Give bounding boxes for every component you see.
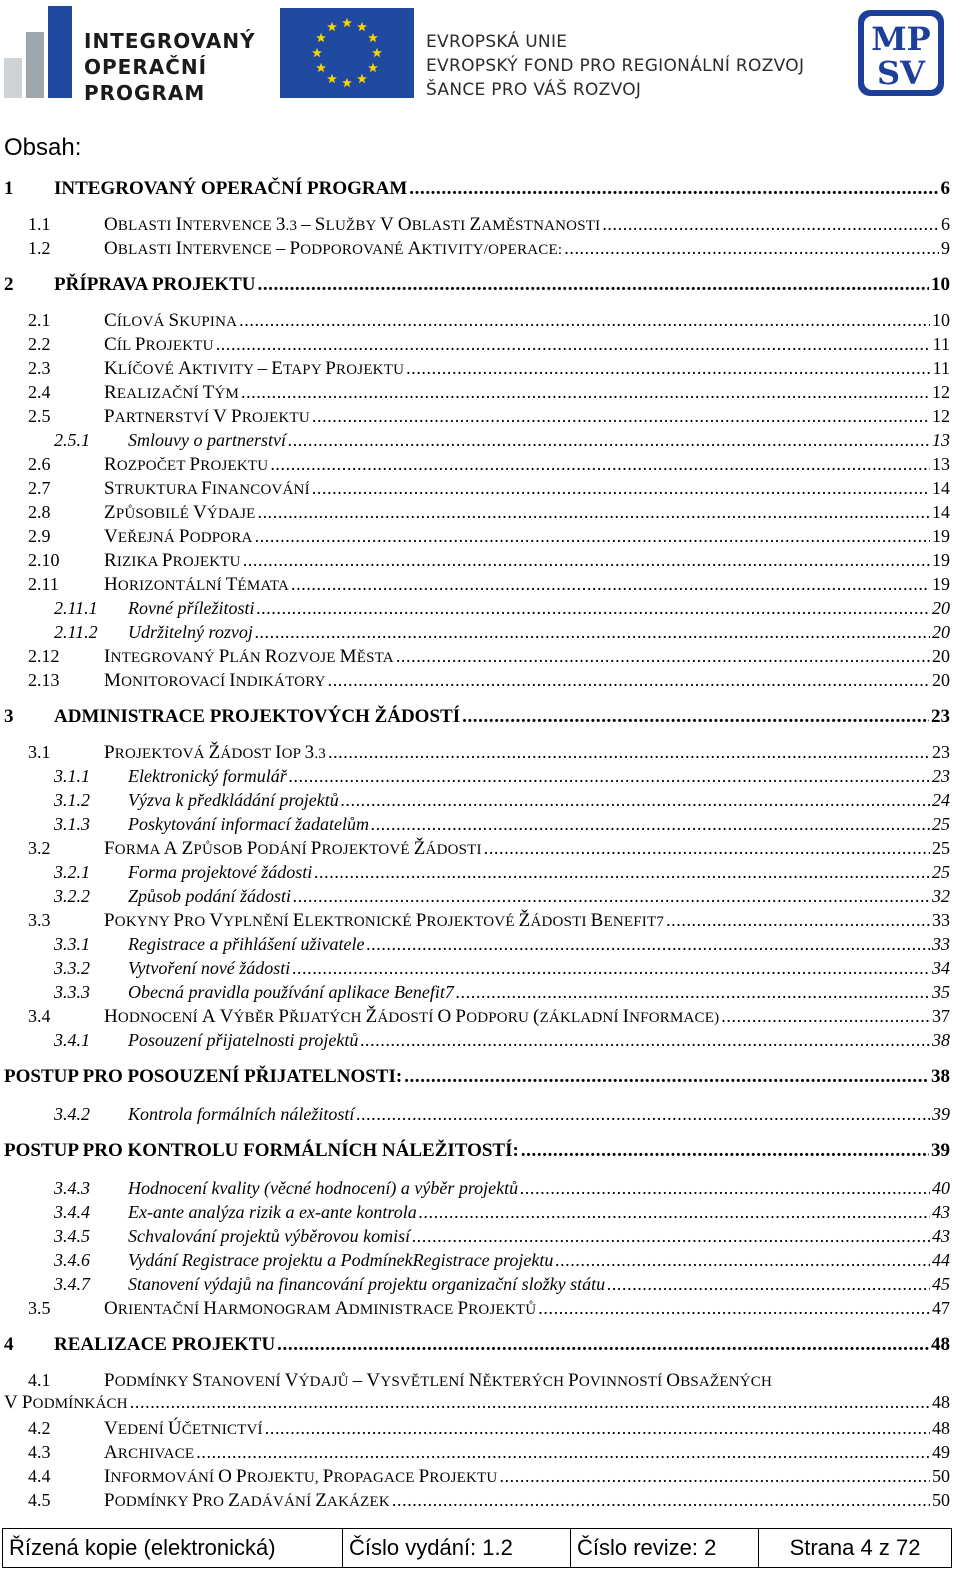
toc-leader-dots — [555, 1250, 930, 1271]
toc-entry-title: PODMÍNKY STANOVENÍ VÝDAJŮ – VYSVĚTLENÍ NĚKTERÝCH POVINNOSTÍ OBSAŽENÝCH — [104, 1370, 772, 1391]
toc-leader-dots — [257, 502, 930, 523]
toc-leader-dots — [392, 1490, 930, 1511]
toc-entry[interactable] — [28, 742, 950, 766]
toc-entry-title: INFORMOVÁNÍ O PROJEKTU, PROPAGACE PROJEKTU — [104, 1466, 498, 1487]
toc-entry-number: 2.11.1 — [54, 598, 98, 618]
toc-entry-page: 33 — [932, 910, 950, 930]
toc-entry-title: PROJEKTOVÁ ŽÁDOST IOP 3.3 — [104, 742, 326, 763]
toc-entry-page: 48 — [932, 1418, 950, 1438]
toc-leader-dots — [277, 1334, 929, 1356]
toc-entry-title: POSTUP PRO POSOUZENÍ PŘIJATELNOSTI: — [4, 1066, 403, 1087]
toc-entry-title: Vydání Registrace projektu a PodmínekRegistrace projektu — [128, 1250, 554, 1270]
toc-entry[interactable] — [28, 670, 950, 694]
toc-entry[interactable] — [28, 1466, 950, 1490]
toc-leader-dots — [255, 622, 930, 643]
toc-entry[interactable] — [54, 1202, 950, 1226]
toc-entry-title: POKYNY PRO VYPLNĚNÍ ELEKTRONICKÉ PROJEKTOVÉ ŽÁDOSTI BENEFIT7 — [104, 910, 665, 931]
toc-leader-dots — [312, 406, 930, 427]
toc-entry-number: 2.11 — [28, 574, 59, 594]
toc-entry-title: REALIZAČNÍ TÝM — [104, 382, 239, 403]
toc-entry-page: 14 — [932, 478, 950, 498]
toc-entry-title: VEDENÍ ÚČETNICTVÍ — [104, 1418, 263, 1439]
toc-entry-number: 2.10 — [28, 550, 60, 570]
toc-entry-page: 12 — [932, 382, 950, 402]
toc-entry-title: Forma projektové žádosti — [128, 862, 313, 882]
toc-leader-dots — [412, 1226, 930, 1247]
toc-entry-page: 25 — [932, 862, 950, 882]
toc-entry-title: Ex-ante analýza rizik a ex-ante kontrola — [128, 1202, 417, 1222]
toc-leader-dots — [499, 1466, 930, 1487]
toc-entry-number: 2.12 — [28, 646, 60, 666]
toc-leader-dots — [270, 454, 930, 475]
toc-entry-page: 49 — [932, 1442, 950, 1462]
toc-leader-dots — [484, 838, 930, 859]
toc-entry-page: 24 — [932, 790, 950, 810]
toc-entry-title: FORMA A ZPŮSOB PODÁNÍ PROJEKTOVÉ ŽÁDOSTI — [104, 838, 482, 859]
toc-entry-page: 14 — [932, 502, 950, 522]
toc-entry-title: OBLASTI INTERVENCE – PODPOROVANÉ AKTIVITY/OPERACE: — [104, 238, 563, 259]
toc-leader-dots — [312, 478, 930, 499]
toc-leader-dots — [666, 910, 930, 931]
footer-revision: Číslo revize: 2 — [571, 1529, 759, 1567]
toc-leader-dots — [243, 550, 930, 571]
toc-leader-dots — [256, 598, 930, 619]
toc-entry-page: 20 — [932, 622, 950, 642]
toc-entry-page: 50 — [932, 1490, 950, 1510]
toc-entry[interactable] — [54, 886, 950, 910]
toc-entry-number: 3.1.3 — [54, 814, 90, 834]
toc-entry-title: Obecná pravidla používání aplikace Benefit7 — [128, 982, 454, 1002]
toc-entry[interactable] — [54, 1274, 950, 1298]
toc-entry-page: 11 — [932, 334, 950, 354]
toc-entry[interactable] — [4, 1066, 950, 1090]
toc-entry-page: 47 — [932, 1298, 950, 1318]
toc-entry-title: Stanovení výdajů na financování projektu organizační složky státu — [128, 1274, 606, 1294]
toc-entry-title: OBLASTI INTERVENCE 3.3 – SLUŽBY V OBLASTI ZAMĚSTNANOSTI — [104, 214, 601, 235]
toc-entry-number: 4.3 — [28, 1442, 51, 1462]
toc-entry-page: 43 — [932, 1202, 950, 1222]
toc-entry-page: 20 — [932, 670, 950, 690]
toc-entry-title: ORIENTAČNÍ HARMONOGRAM ADMINISTRACE PROJEKTŮ — [104, 1298, 537, 1319]
toc-entry-page: 23 — [932, 766, 950, 786]
toc-entry-page: 35 — [932, 982, 950, 1002]
eu-line-2: EVROPSKÝ FOND PRO REGIONÁLNÍ ROZVOJ — [426, 56, 805, 76]
toc-entry-page: 37 — [932, 1006, 950, 1026]
toc-entry-title: Rovné příležitosti — [128, 598, 255, 618]
toc-leader-dots — [538, 1298, 930, 1319]
toc-entry-title: MONITOROVACÍ INDIKÁTORY — [104, 670, 326, 691]
eu-logo-text — [426, 30, 804, 102]
toc-entry-page: 43 — [932, 1226, 950, 1246]
page-header — [0, 0, 960, 110]
toc-leader-dots — [196, 1442, 930, 1463]
toc-entry-number: 1.1 — [28, 214, 51, 234]
toc-entry-number: 3.5 — [28, 1298, 51, 1318]
toc-entry-number: 3.4.5 — [54, 1226, 90, 1246]
toc-entry-title: STRUKTURA FINANCOVÁNÍ — [104, 478, 310, 499]
toc-entry-page: 33 — [932, 934, 950, 954]
toc-entry[interactable] — [54, 862, 950, 886]
toc-entry-title: Elektronický formulář — [128, 766, 287, 786]
toc-entry-number: 2.2 — [28, 334, 51, 354]
toc-entry-number: 3.1.1 — [54, 766, 90, 786]
eu-line-1: EVROPSKÁ UNIE — [426, 32, 568, 52]
toc-entry[interactable] — [28, 550, 950, 574]
toc-entry-title: CÍL PROJEKTU — [104, 334, 214, 355]
svg-text:MP: MP — [871, 20, 931, 58]
toc-entry-title: Způsob podání žádosti — [128, 886, 292, 906]
toc-entry-title: Udržitelný rozvoj — [128, 622, 253, 642]
toc-entry-number: 3.4.2 — [54, 1104, 90, 1124]
toc-entry-number: 3.3.2 — [54, 958, 90, 978]
toc-entry-number: 3.4.4 — [54, 1202, 90, 1222]
iop-line-2: OPERAČNÍ — [84, 55, 208, 79]
toc-leader-dots — [241, 382, 930, 403]
toc-entry[interactable] — [54, 982, 950, 1006]
toc-leader-dots — [257, 274, 929, 296]
toc-entry-page: 23 — [932, 742, 950, 762]
toc-entry-title: CÍLOVÁ SKUPINA — [104, 310, 238, 331]
toc-leader-dots — [216, 334, 931, 355]
page-footer — [2, 1528, 952, 1568]
toc-leader-dots — [130, 1392, 930, 1413]
toc-entry-number: 1 — [4, 178, 14, 199]
toc-leader-dots — [289, 766, 930, 787]
footer-page: Strana 4 z 72 — [789, 1535, 921, 1560]
toc-entry[interactable] — [4, 1334, 950, 1358]
toc-entry-title: INTEGROVANÝ OPERAČNÍ PROGRAM — [54, 178, 408, 199]
toc-entry[interactable] — [4, 1140, 950, 1164]
toc-entry-page: 38 — [931, 1066, 950, 1087]
toc-entry[interactable] — [28, 526, 950, 550]
toc-entry-number: 3.1 — [28, 742, 51, 762]
toc-entry-number: 2.5.1 — [54, 430, 90, 450]
toc-entry-number: 2.11.2 — [54, 622, 98, 642]
toc-entry-number: 3.2.1 — [54, 862, 90, 882]
toc-entry-number: 3.4.7 — [54, 1274, 90, 1294]
toc-leader-dots — [520, 1178, 930, 1199]
toc-entry-page: 10 — [931, 274, 950, 295]
iop-line-3: PROGRAM — [84, 81, 206, 105]
toc-entry-number: 2.7 — [28, 478, 51, 498]
toc-entry[interactable] — [4, 178, 950, 202]
toc-entry-title: Posouzení přijatelnosti projektů — [128, 1030, 359, 1050]
toc-entry[interactable] — [28, 478, 950, 502]
page-title: Obsah: — [4, 134, 82, 161]
toc-entry-page: 44 — [932, 1250, 950, 1270]
toc-leader-dots — [293, 886, 930, 907]
toc-entry-page: 10 — [932, 310, 950, 330]
toc-entry[interactable] — [28, 310, 950, 334]
toc-entry[interactable] — [28, 334, 950, 358]
toc-entry-title: Smlouvy o partnerství — [128, 430, 286, 450]
toc-leader-dots — [564, 238, 939, 259]
toc-leader-dots — [607, 1274, 930, 1295]
toc-leader-dots — [288, 430, 930, 451]
toc-entry-number: 1.2 — [28, 238, 51, 258]
toc-entry[interactable] — [28, 1490, 950, 1514]
toc-entry-number: 3.4.3 — [54, 1178, 90, 1198]
toc-entry[interactable] — [28, 382, 950, 406]
toc-entry-page: 13 — [932, 430, 950, 450]
toc-entry-title: HODNOCENÍ A VÝBĚR PŘIJATÝCH ŽÁDOSTÍ O PODPORU (ZÁKLADNÍ INFORMACE) — [104, 1006, 720, 1027]
toc-entry[interactable] — [4, 274, 950, 298]
toc-entry-number: 4.5 — [28, 1490, 51, 1510]
toc-entry-number: 2.1 — [28, 310, 51, 330]
toc-entry-number: 2.9 — [28, 526, 51, 546]
toc-entry-title: Kontrola formálních náležitostí — [128, 1104, 355, 1124]
toc-entry-number: 2 — [4, 274, 14, 295]
toc-leader-dots — [371, 814, 930, 835]
toc-entry[interactable] — [54, 430, 950, 454]
toc-entry-page: 25 — [932, 838, 950, 858]
toc-entry-number: 4 — [4, 1334, 14, 1355]
toc-entry-title: Vytvoření nové žádosti — [128, 958, 291, 978]
toc-entry-title: Schvalování projektů výběrovou komisí — [128, 1226, 411, 1246]
toc-leader-dots — [396, 646, 930, 667]
iop-logo — [4, 6, 256, 105]
toc-leader-dots — [419, 1202, 930, 1223]
toc-entry[interactable] — [28, 358, 950, 382]
iop-line-1: INTEGROVANÝ — [84, 29, 256, 53]
toc-leader-dots — [255, 526, 930, 547]
toc-entry[interactable] — [54, 958, 950, 982]
toc-entry-number: 3.4 — [28, 1006, 51, 1026]
toc-entry-number: 3.3.3 — [54, 982, 90, 1002]
toc-entry-title: INTEGROVANÝ PLÁN ROZVOJE MĚSTA — [104, 646, 394, 667]
toc-entry[interactable] — [28, 454, 950, 478]
toc-leader-dots — [406, 358, 931, 379]
toc-entry-page: 38 — [932, 1030, 950, 1050]
toc-leader-dots — [239, 310, 930, 331]
toc-leader-dots — [356, 1104, 930, 1125]
svg-text:SV: SV — [877, 54, 925, 92]
toc-leader-dots — [456, 982, 930, 1003]
toc-entry-number: 2.8 — [28, 502, 51, 522]
toc-entry[interactable] — [28, 406, 950, 430]
toc-entry[interactable] — [28, 910, 950, 934]
toc-entry-page: 45 — [932, 1274, 950, 1294]
toc-entry-page: 20 — [932, 598, 950, 618]
toc-entry-number: 4.4 — [28, 1466, 51, 1486]
toc-entry[interactable] — [28, 1442, 950, 1466]
toc-entry[interactable] — [54, 934, 950, 958]
toc-entry[interactable] — [28, 1298, 950, 1322]
toc-entry-page: 32 — [932, 886, 950, 906]
toc-entry-title: RIZIKA PROJEKTU — [104, 550, 241, 571]
toc-leader-dots — [328, 742, 930, 763]
toc-entry[interactable] — [54, 1030, 950, 1054]
toc-entry[interactable] — [54, 766, 950, 790]
toc-leader-dots — [265, 1418, 930, 1439]
toc-entry-number: 3.4.6 — [54, 1250, 90, 1270]
toc-entry-page: 19 — [932, 526, 950, 546]
toc-entry[interactable] — [28, 574, 950, 598]
toc-entry-page: 19 — [932, 550, 950, 570]
toc-entry-page: 6 — [940, 178, 950, 199]
footer-copy: Řízená kopie (elektronická) — [3, 1529, 343, 1567]
toc-entry[interactable] — [54, 598, 950, 622]
toc-entry-number: 4.2 — [28, 1418, 51, 1438]
toc-leader-dots — [328, 670, 930, 691]
toc-leader-dots — [360, 1030, 930, 1051]
toc-entry-number: 2.13 — [28, 670, 60, 690]
toc-entry[interactable] — [54, 622, 950, 646]
toc-leader-dots — [521, 1140, 929, 1162]
mpsv-logo — [856, 8, 946, 98]
toc-entry[interactable] — [54, 1226, 950, 1250]
iop-logo-text — [84, 28, 256, 106]
toc-entry-number: 3.3 — [28, 910, 51, 930]
toc-entry[interactable] — [4, 706, 950, 730]
toc-entry-page: 9 — [941, 238, 950, 258]
toc-entry-title: Hodnocení kvality (věcné hodnocení) a výběr projektů — [128, 1178, 519, 1198]
toc-entry-number: 3.4.1 — [54, 1030, 90, 1050]
toc-entry-title: ZPŮSOBILÉ VÝDAJE — [104, 502, 256, 523]
toc-entry[interactable] — [28, 238, 950, 262]
toc-leader-dots — [721, 1006, 930, 1027]
toc-entry-title: Registrace a přihlášení uživatele — [128, 934, 365, 954]
toc-entry[interactable] — [28, 502, 950, 526]
toc-entry-number: 3 — [4, 706, 14, 727]
toc-leader-dots — [366, 934, 930, 955]
toc-entry[interactable] — [54, 814, 950, 838]
toc-leader-dots — [409, 178, 938, 200]
toc-entry-title: REALIZACE PROJEKTU — [54, 1334, 276, 1355]
toc-entry-title: Výzva k předkládání projektů — [128, 790, 339, 810]
toc-entry-number: 2.5 — [28, 406, 51, 426]
toc-entry-page: 39 — [932, 1104, 950, 1124]
toc-entry-title: Poskytování informací žadatelům — [128, 814, 369, 834]
toc-entry-title: PODMÍNKY PRO ZADÁVÁNÍ ZAKÁZEK — [104, 1490, 390, 1511]
toc-entry-page: 23 — [931, 706, 950, 727]
toc-entry-page: 19 — [932, 574, 950, 594]
toc-entry-number: 2.3 — [28, 358, 51, 378]
eu-flag-icon — [280, 8, 414, 98]
footer-edition: Číslo vydání: 1.2 — [343, 1529, 571, 1567]
toc-entry-number: 4.1 — [28, 1370, 51, 1390]
toc-entry-title: PARTNERSTVÍ V PROJEKTU — [104, 406, 310, 427]
toc-entry-title-continuation: V PODMÍNKÁCH — [4, 1392, 128, 1413]
toc-entry-page: 40 — [932, 1178, 950, 1198]
toc-leader-dots — [462, 706, 929, 728]
toc-entry-page: 34 — [932, 958, 950, 978]
toc-entry-page: 48 — [932, 1392, 950, 1412]
toc-entry[interactable] — [28, 838, 950, 862]
toc-entry[interactable] — [4, 1370, 950, 1418]
toc-entry[interactable] — [54, 1104, 950, 1128]
toc-entry[interactable] — [28, 214, 950, 238]
toc-entry-number: 3.3.1 — [54, 934, 90, 954]
toc-entry[interactable] — [28, 1418, 950, 1442]
toc-entry-title: HORIZONTÁLNÍ TÉMATA — [104, 574, 290, 595]
toc-entry-page: 25 — [932, 814, 950, 834]
toc-leader-dots — [291, 574, 930, 595]
toc-entry-title: POSTUP PRO KONTROLU FORMÁLNÍCH NÁLEŽITOSTÍ: — [4, 1140, 519, 1161]
eu-line-3: ŠANCE PRO VÁŠ ROZVOJ — [426, 80, 642, 100]
toc-entry-number: 2.4 — [28, 382, 51, 402]
toc-entry-title: PŘÍPRAVA PROJEKTU — [54, 274, 256, 295]
toc-entry-title: ARCHIVACE — [104, 1442, 195, 1463]
toc-entry-page: 6 — [941, 214, 950, 234]
toc-leader-dots — [404, 1066, 929, 1088]
toc-entry-page: 13 — [932, 454, 950, 474]
toc-entry[interactable] — [28, 1006, 950, 1030]
toc-entry[interactable] — [54, 1178, 950, 1202]
toc-entry[interactable] — [28, 646, 950, 670]
toc-entry-title: ADMINISTRACE PROJEKTOVÝCH ŽÁDOSTÍ — [54, 706, 461, 727]
toc-entry-page: 11 — [932, 358, 950, 378]
toc-entry-page: 39 — [931, 1140, 950, 1161]
toc-leader-dots — [292, 958, 930, 979]
toc-entry-title: VEŘEJNÁ PODPORA — [104, 526, 253, 547]
toc-entry-page: 48 — [931, 1334, 950, 1355]
toc-entry-page: 12 — [932, 406, 950, 426]
toc-entry[interactable] — [54, 1250, 950, 1274]
iop-bars-icon — [4, 6, 74, 98]
toc-entry-number: 2.6 — [28, 454, 51, 474]
toc-entry-title: ROZPOČET PROJEKTU — [104, 454, 269, 475]
toc-entry-number: 3.2.2 — [54, 886, 90, 906]
toc-entry-number: 3.1.2 — [54, 790, 90, 810]
toc-leader-dots — [314, 862, 930, 883]
toc-leader-dots — [341, 790, 930, 811]
toc-entry-page: 50 — [932, 1466, 950, 1486]
toc-entry-title: KLÍČOVÉ AKTIVITY – ETAPY PROJEKTU — [104, 358, 405, 379]
toc-leader-dots — [602, 214, 939, 235]
toc-entry-page: 20 — [932, 646, 950, 666]
toc-entry[interactable] — [54, 790, 950, 814]
toc-entry-number: 3.2 — [28, 838, 51, 858]
